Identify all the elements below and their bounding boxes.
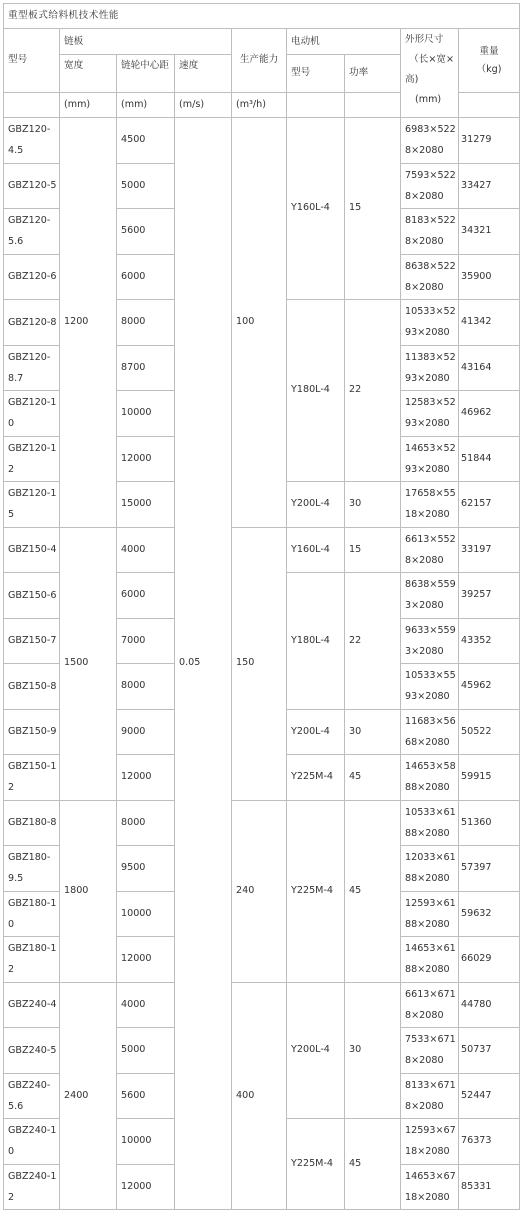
model-cell: GBZ120-10 [4, 391, 60, 437]
dimensions-cell: 6613×6718×2080 [401, 982, 459, 1028]
sprocket-cell: 5000 [117, 1028, 175, 1074]
capacity-cell: 150 [232, 527, 287, 800]
dimensions-cell: 12033×6188×2080 [401, 846, 459, 892]
motor-model-cell: Y160L-4 [287, 527, 345, 573]
motor-model-cell: Y225M-4 [287, 755, 345, 801]
capacity-cell: 100 [232, 118, 287, 528]
model-cell: GBZ240-5 [4, 1028, 60, 1074]
unit-motor-blank [287, 93, 345, 118]
unit-capacity: (m³/h) [232, 93, 287, 118]
dimensions-cell: 11383×5293×2080 [401, 345, 459, 391]
dimensions-cell: 12593×6188×2080 [401, 891, 459, 937]
sprocket-cell: 12000 [117, 937, 175, 983]
dimensions-cell: 6613×5528×2080 [401, 527, 459, 573]
model-cell: GBZ150-9 [4, 709, 60, 755]
model-cell: GBZ150-4 [4, 527, 60, 573]
dimensions-cell: 6983×5228×2080 [401, 118, 459, 164]
header-dimensions-line2: （长×宽× [409, 54, 454, 65]
dimensions-cell: 8638×5593×2080 [401, 573, 459, 619]
weight-cell: 46962 [459, 391, 520, 437]
model-cell: GBZ150-7 [4, 618, 60, 664]
motor-power-cell: 22 [345, 573, 401, 710]
motor-power-cell: 15 [345, 118, 401, 300]
header-motor: 电动机 [287, 29, 401, 55]
sprocket-cell: 15000 [117, 482, 175, 528]
sprocket-cell: 4000 [117, 982, 175, 1028]
dimensions-cell: 14653×5293×2080 [401, 436, 459, 482]
weight-cell: 31279 [459, 118, 520, 164]
model-cell: GBZ120-8 [4, 300, 60, 346]
sprocket-cell: 12000 [117, 755, 175, 801]
weight-cell: 52447 [459, 1073, 520, 1119]
weight-cell: 51844 [459, 436, 520, 482]
dimensions-cell: 12593×6718×2080 [401, 1119, 459, 1165]
table-row [4, 527, 520, 573]
model-cell: GBZ150-12 [4, 755, 60, 801]
sprocket-cell: 5600 [117, 1073, 175, 1119]
sprocket-cell: 10000 [117, 1119, 175, 1165]
unit-dimensions: (mm) [415, 94, 442, 105]
model-cell: GBZ120-15 [4, 482, 60, 528]
header-weight [459, 29, 520, 93]
dimensions-cell: 7533×6718×2080 [401, 1028, 459, 1074]
dimensions-cell: 14653×6718×2080 [401, 1164, 459, 1210]
header-sprocket: 链轮中心距 [117, 55, 175, 93]
motor-model-cell: Y200L-4 [287, 982, 345, 1119]
sprocket-cell: 6000 [117, 573, 175, 619]
motor-power-cell: 30 [345, 482, 401, 528]
unit-sprocket: (mm) [117, 93, 175, 118]
sprocket-cell: 4000 [117, 527, 175, 573]
dimensions-cell: 9633×5593×2080 [401, 618, 459, 664]
motor-model-cell: Y180L-4 [287, 573, 345, 710]
header-weight-label: 重量 [479, 45, 499, 57]
motor-power-cell: 30 [345, 709, 401, 755]
table-row [4, 982, 520, 1028]
model-cell: GBZ240-4 [4, 982, 60, 1028]
weight-cell: 34321 [459, 209, 520, 255]
weight-cell: 57397 [459, 846, 520, 892]
unit-model-blank [4, 93, 60, 118]
header-dimensions [401, 29, 459, 118]
motor-model-cell: Y160L-4 [287, 118, 345, 300]
model-cell: GBZ120-6 [4, 254, 60, 300]
dimensions-cell: 8183×5228×2080 [401, 209, 459, 255]
dimensions-cell: 8133×6718×2080 [401, 1073, 459, 1119]
sprocket-cell: 12000 [117, 436, 175, 482]
unit-speed: (m/s) [175, 93, 232, 118]
speed-cell: 0.05 [175, 118, 232, 1210]
weight-cell: 35900 [459, 254, 520, 300]
weight-cell: 33427 [459, 163, 520, 209]
table-row [4, 800, 520, 846]
motor-model-cell: Y200L-4 [287, 709, 345, 755]
model-cell: GBZ240-10 [4, 1119, 60, 1165]
width-cell: 1800 [60, 800, 117, 982]
dimensions-cell: 11683×5668×2080 [401, 709, 459, 755]
weight-cell: 41342 [459, 300, 520, 346]
sprocket-cell: 8000 [117, 664, 175, 710]
sprocket-cell: 8000 [117, 800, 175, 846]
header-weight-unit: （kg) [476, 63, 502, 75]
sprocket-cell: 9000 [117, 709, 175, 755]
width-cell: 1500 [60, 527, 117, 800]
model-cell: GBZ120-4.5 [4, 118, 60, 164]
dimensions-cell: 8638×5228×2080 [401, 254, 459, 300]
header-model: 型号 [4, 29, 60, 93]
weight-cell: 50737 [459, 1028, 520, 1074]
header-power: 功率 [345, 55, 401, 93]
width-cell: 2400 [60, 982, 117, 1210]
model-cell: GBZ120-5.6 [4, 209, 60, 255]
header-dimensions-line1: 外形尺寸 [405, 34, 444, 45]
header-width: 宽度 [60, 55, 117, 93]
weight-cell: 66029 [459, 937, 520, 983]
unit-width: (mm) [60, 93, 117, 118]
model-cell: GBZ150-6 [4, 573, 60, 619]
model-cell: GBZ180-10 [4, 891, 60, 937]
header-chain: 链板 [60, 29, 232, 55]
dimensions-cell: 14653×6188×2080 [401, 937, 459, 983]
capacity-cell: 400 [232, 982, 287, 1210]
capacity-cell: 240 [232, 800, 287, 982]
weight-cell: 51360 [459, 800, 520, 846]
model-cell: GBZ120-8.7 [4, 345, 60, 391]
spec-table [3, 3, 520, 1210]
weight-cell: 85331 [459, 1164, 520, 1210]
motor-power-cell: 30 [345, 982, 401, 1119]
dimensions-cell: 10533×5293×2080 [401, 300, 459, 346]
motor-power-cell: 45 [345, 800, 401, 982]
weight-cell: 33197 [459, 527, 520, 573]
motor-power-cell: 22 [345, 300, 401, 482]
title-row [4, 4, 520, 29]
motor-model-cell: Y225M-4 [287, 1119, 345, 1210]
weight-cell: 59632 [459, 891, 520, 937]
dimensions-cell: 14653×5888×2080 [401, 755, 459, 801]
model-cell: GBZ180-12 [4, 937, 60, 983]
weight-cell: 43164 [459, 345, 520, 391]
header-capacity: 生产能力 [232, 29, 287, 93]
dimensions-cell: 17658×5518×2080 [401, 482, 459, 528]
unit-power-blank [345, 93, 401, 118]
motor-model-cell: Y180L-4 [287, 300, 345, 482]
sprocket-cell: 7000 [117, 618, 175, 664]
table-row [4, 118, 520, 164]
sprocket-cell: 12000 [117, 1164, 175, 1210]
table-title: 重型板式给料机技术性能 [4, 4, 520, 29]
sprocket-cell: 6000 [117, 254, 175, 300]
weight-cell: 39257 [459, 573, 520, 619]
model-cell: GBZ150-8 [4, 664, 60, 710]
motor-power-cell: 45 [345, 755, 401, 801]
dimensions-cell: 10533×5593×2080 [401, 664, 459, 710]
weight-cell: 44780 [459, 982, 520, 1028]
model-cell: GBZ120-5 [4, 163, 60, 209]
header-speed: 速度 [175, 55, 232, 93]
motor-power-cell: 45 [345, 1119, 401, 1210]
sprocket-cell: 4500 [117, 118, 175, 164]
sprocket-cell: 5600 [117, 209, 175, 255]
unit-weight-blank [459, 93, 520, 118]
sprocket-cell: 10000 [117, 391, 175, 437]
sprocket-cell: 8000 [117, 300, 175, 346]
width-cell: 1200 [60, 118, 117, 528]
header-dimensions-line3: 高) [405, 74, 419, 85]
weight-cell: 62157 [459, 482, 520, 528]
header-motor-model: 型号 [287, 55, 345, 93]
spec-table-container [3, 3, 519, 1210]
weight-cell: 45962 [459, 664, 520, 710]
model-cell: GBZ180-9.5 [4, 846, 60, 892]
weight-cell: 76373 [459, 1119, 520, 1165]
sprocket-cell: 10000 [117, 891, 175, 937]
model-cell: GBZ180-8 [4, 800, 60, 846]
motor-power-cell: 15 [345, 527, 401, 573]
motor-model-cell: Y200L-4 [287, 482, 345, 528]
model-cell: GBZ240-12 [4, 1164, 60, 1210]
sprocket-cell: 8700 [117, 345, 175, 391]
weight-cell: 43352 [459, 618, 520, 664]
dimensions-cell: 12583×5293×2080 [401, 391, 459, 437]
motor-model-cell: Y225M-4 [287, 800, 345, 982]
weight-cell: 59915 [459, 755, 520, 801]
model-cell: GBZ120-12 [4, 436, 60, 482]
model-cell: GBZ240-5.6 [4, 1073, 60, 1119]
sprocket-cell: 5000 [117, 163, 175, 209]
sprocket-cell: 9500 [117, 846, 175, 892]
dimensions-cell: 10533×6188×2080 [401, 800, 459, 846]
weight-cell: 50522 [459, 709, 520, 755]
header-row-1 [4, 29, 520, 55]
dimensions-cell: 7593×5228×2080 [401, 163, 459, 209]
